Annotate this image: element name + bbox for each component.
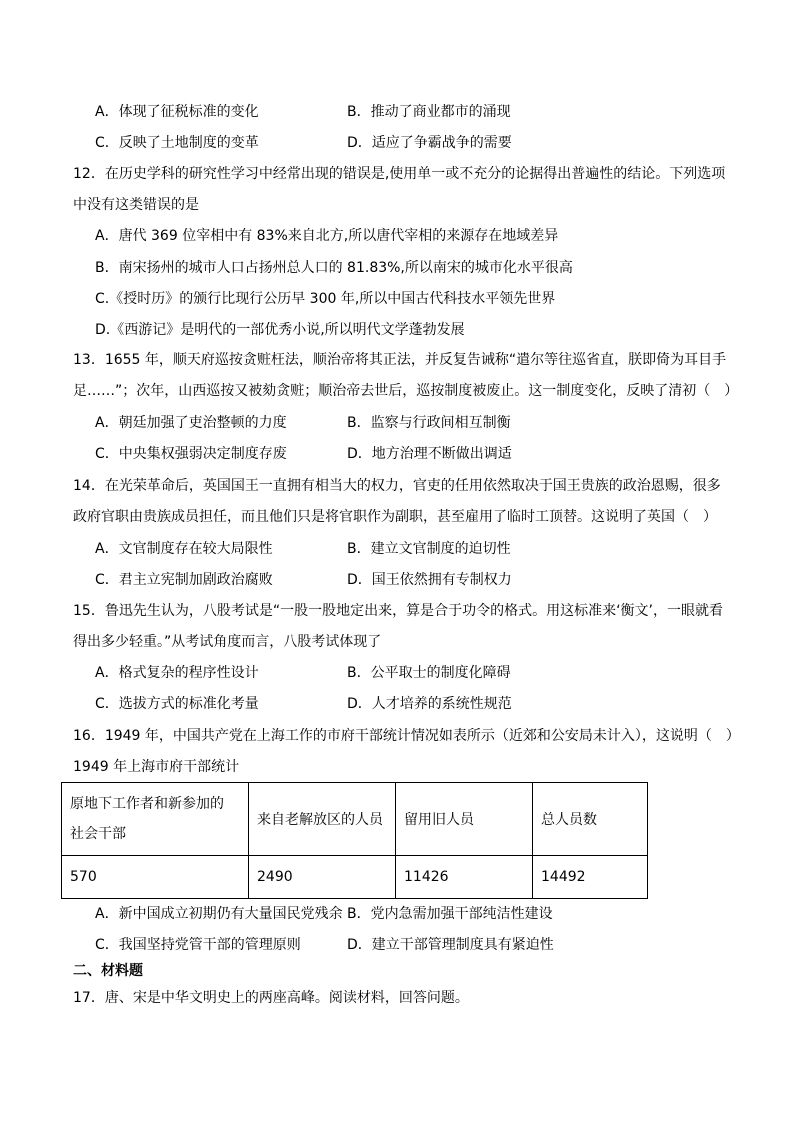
q15-stem-line2: 得出多少轻重。”从考试角度而言，八股考试体现了	[73, 634, 382, 650]
q12-option-c: C.《授时历》的颁行比现行公历早 300 年,所以中国古代科技水平领先世界	[95, 291, 556, 307]
q16-option-a-b: A．新中国成立初期仍有大量国民党残余 B．党内急需加强干部纯洁性建设	[95, 906, 553, 922]
q14-stem-line2: 政府官职由贵族成员担任，而且他们只是将官职作为副职，甚至雇用了临时工顶替。这说明了英国（ ）	[73, 509, 717, 525]
q16-option-c: C．我国坚持党管干部的管理原则	[95, 937, 301, 953]
table-cell: 570	[62, 856, 249, 899]
q15-option-d: D．人才培养的系统性规范	[347, 696, 512, 712]
section-title: 二、材料题	[73, 963, 143, 979]
table-caption: 1949 年上海市府干部统计	[73, 759, 240, 775]
q13-stem-line2: 足……”；次年，山西巡按又被劾贪赃；顺治帝去世后，巡按制度被废止。这一制度变化，反映了清初（ ）	[73, 383, 739, 399]
q11-option-d: D．适应了争霸战争的需要	[347, 135, 512, 151]
table-cell: 2490	[249, 856, 396, 899]
q13-option-a: A．朝廷加强了吏治整顿的力度	[95, 415, 287, 431]
q14-option-d: D．国王依然拥有专制权力	[347, 572, 512, 588]
q11-option-c: C．反映了土地制度的变革	[95, 135, 259, 151]
q14-stem-line1: 14．在光荣革命后，英国国王一直拥有相当大的权力，官吏的任用依然取决于国王贵族的政治恩赐，很多	[73, 478, 721, 494]
q12-option-d: D.《西游记》是明代的一部优秀小说,所以明代文学蓬勃发展	[95, 322, 465, 338]
cadre-statistics-table	[61, 782, 648, 899]
q12-stem-line2: 中没有这类错误的是	[73, 197, 199, 213]
q16-stem-line1: 16．1949 年，中国共产党在上海工作的市府干部统计情况如表所示（近郊和公安局未计入），这说明（ ）	[73, 728, 740, 744]
table-header-row	[62, 783, 648, 856]
q16-option-d: D．建立干部管理制度具有紧迫性	[347, 937, 554, 953]
q13-stem-line1: 13．1655 年，顺天府巡按贪赃枉法，顺治帝将其正法，并反复告诫称“遣尔等往巡省直，朕即倚为耳目手	[73, 352, 727, 368]
q13-option-d: D．地方治理不断做出调适	[347, 446, 512, 462]
q11-option-a: A．体现了征税标准的变化	[95, 104, 259, 120]
q14-option-c: C．君主立宪制加剧政治腐败	[95, 572, 273, 588]
table-row	[62, 856, 648, 899]
q15-option-c: C．选拔方式的标准化考量	[95, 696, 259, 712]
table-header-cell	[62, 783, 249, 856]
table-cell: 11426	[396, 856, 533, 899]
table-header-text-line2: 社会干部	[70, 826, 126, 842]
q15-option-a: A．格式复杂的程序性设计	[95, 665, 259, 681]
table-header-text-line1: 原地下工作者和新参加的	[70, 796, 224, 812]
table-header-cell: 总人员数	[533, 783, 648, 856]
q11-option-b: B．推动了商业都市的涌现	[347, 104, 511, 120]
q14-option-a: A．文官制度存在较大局限性	[95, 541, 273, 557]
q15-option-b: B．公平取士的制度化障碍	[347, 665, 511, 681]
q13-option-c: C．中央集权强弱决定制度存废	[95, 446, 287, 462]
q15-stem-line1: 15．鲁迅先生认为，八股考试是“一股一股地定出来，算是合于功令的格式。用这标准来‘衡文’，一眼就看	[73, 603, 723, 619]
q14-option-b: B．建立文官制度的迫切性	[347, 541, 511, 557]
q12-option-b: B．南宋扬州的城市人口占扬州总人口的 81.83%,所以南宋的城市化水平很高	[95, 260, 573, 276]
q13-option-b: B．监察与行政间相互制衡	[347, 415, 511, 431]
q17-stem-line1: 17．唐、宋是中华文明史上的两座高峰。阅读材料，回答问题。	[73, 990, 469, 1006]
q12-option-a: A．唐代 369 位宰相中有 83%来自北方,所以唐代宰相的来源存在地域差异	[95, 228, 559, 244]
table-header-cell: 留用旧人员	[396, 783, 533, 856]
table-header-cell: 来自老解放区的人员	[249, 783, 396, 856]
table-cell: 14492	[533, 856, 648, 899]
q12-stem-line1: 12．在历史学科的研究性学习中经常出现的错误是,使用单一或不充分的论据得出普遍性的结论。下列选项	[73, 166, 726, 182]
